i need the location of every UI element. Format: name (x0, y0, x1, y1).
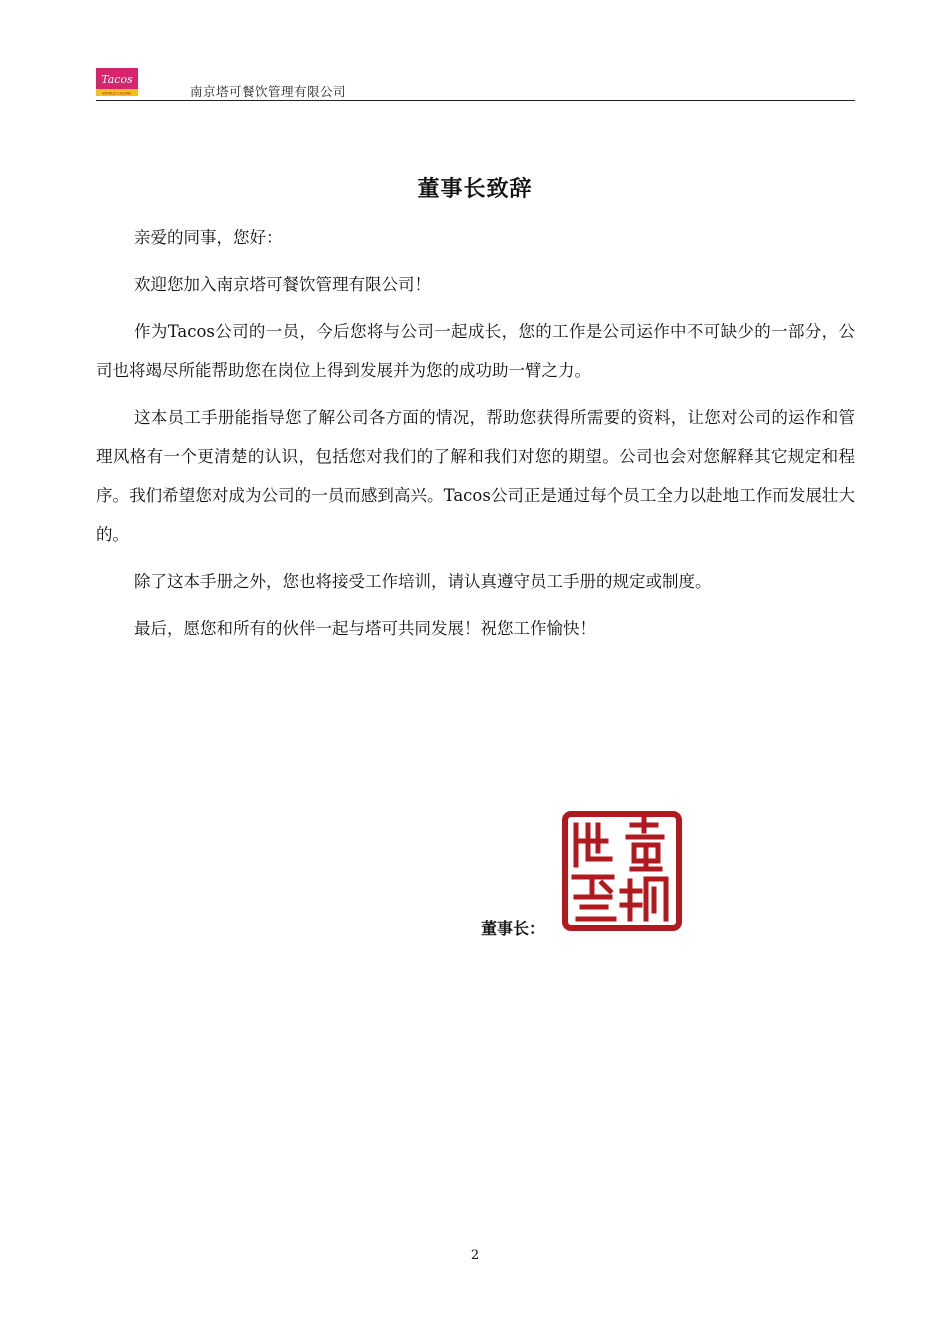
letter-body (96, 218, 855, 656)
tacos-logo-icon (96, 68, 138, 96)
page-title: 董事长致辞 (417, 177, 533, 202)
svg-text:Tacos: Tacos (101, 73, 133, 86)
paragraph: 欢迎您加入南京塔可餐饮管理有限公司！ (134, 275, 431, 294)
greeting: 亲爱的同事，您好： (134, 228, 283, 247)
paragraph: 这本员工手册能指导您了解公司各方面的情况，帮助您获得所需要的资料，让您对公司的运作和管理风格有一个更清楚的认识，包括您对我们的了解和我们对您的期望。公司也会对您解释其它规定和程序。我们希望您对成为公司的一员而感到高兴。Tacos公司正是通过每个员工全力以赴地工作而发展壮大的。 (96, 408, 855, 544)
page-header (96, 66, 855, 101)
paragraph: 除了这本手册之外，您也将接受工作培训，请认真遵守员工手册的规定或制度。 (134, 572, 712, 591)
svg-text:WORLD CUISINE: WORLD CUISINE (102, 91, 132, 96)
page-number: 2 (470, 1248, 480, 1263)
company-name: 南京塔可餐饮管理有限公司 (190, 84, 347, 99)
closing: 最后，愿您和所有的伙伴一起与塔可共同发展！祝您工作愉快！ (134, 619, 596, 638)
red-seal-stamp-icon (562, 811, 682, 931)
paragraph: 作为Tacos公司的一员，今后您将与公司一起成长，您的工作是公司运作中不可缺少的一部分，公司也将竭尽所能帮助您在岗位上得到发展并为您的成功助一臂之力。 (96, 322, 855, 380)
signature-label: 董事长： (481, 919, 546, 938)
